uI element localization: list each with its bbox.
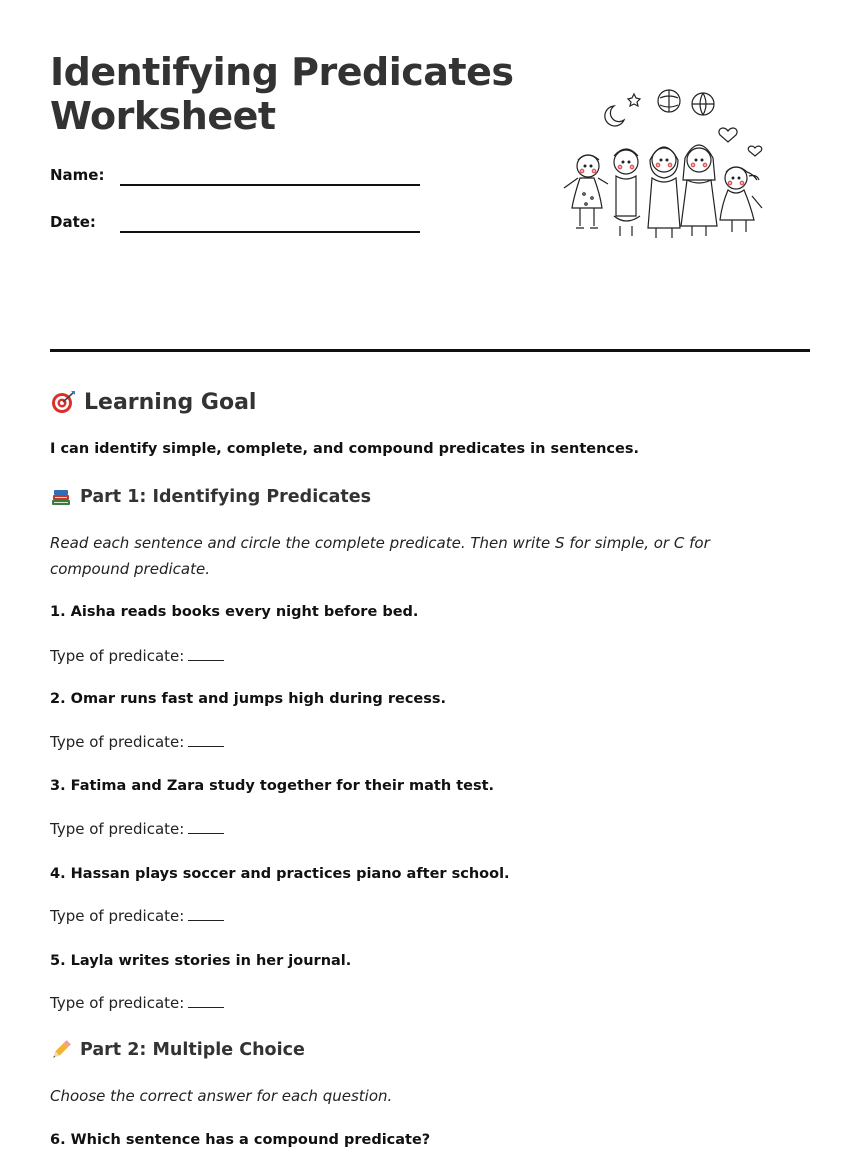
heart-icon: [719, 128, 737, 142]
learning-goal-title: Learning Goal: [84, 389, 257, 415]
question-6: 6. Which sentence has a compound predicate?: [50, 1132, 431, 1148]
name-line[interactable]: [120, 184, 420, 186]
answer-blank[interactable]: [188, 1006, 224, 1008]
question-3: 3. Fatima and Zara study together for their math test.: [50, 778, 495, 794]
star-icon: [628, 94, 640, 106]
part1-title: Part 1: Identifying Predicates: [80, 487, 372, 507]
header-divider: [50, 349, 810, 352]
date-line[interactable]: [120, 231, 420, 233]
part1-instructions: Read each sentence and circle the complete predicate. Then write S for simple, or C for compound predicate.: [50, 534, 710, 578]
heart-icon-2: [748, 146, 762, 156]
question-4: 4. Hassan plays soccer and practices piano after school.: [50, 866, 510, 882]
answer-line-3[interactable]: [50, 820, 224, 838]
question-2: 2. Omar runs fast and jumps high during recess.: [50, 691, 447, 707]
page-title: [50, 50, 530, 138]
date-field[interactable]: [50, 213, 430, 243]
date-label: Date:: [50, 213, 96, 231]
question-5: 5. Layla writes stories in her journal.: [50, 953, 352, 969]
type-label: Type of predicate:: [50, 647, 185, 665]
question-1: 1. Aisha reads books every night before bed.: [50, 604, 419, 620]
title-line-1: Identifying Predicates: [50, 50, 514, 94]
part2-instructions: Choose the correct answer for each question.: [50, 1087, 393, 1105]
answer-line-2[interactable]: [50, 733, 224, 751]
part2-title: Part 2: Multiple Choice: [80, 1040, 305, 1060]
type-label: Type of predicate:: [50, 733, 185, 751]
answer-blank[interactable]: [188, 745, 224, 747]
title-line-2: Worksheet: [50, 94, 276, 138]
moon-icon: [605, 106, 624, 126]
type-label: Type of predicate:: [50, 820, 185, 838]
answer-blank[interactable]: [188, 919, 224, 921]
answer-line-4[interactable]: [50, 907, 224, 925]
part2-heading: [50, 1039, 305, 1061]
part1-heading: [50, 486, 371, 508]
type-label: Type of predicate:: [50, 907, 185, 925]
learning-goal-heading: [50, 389, 256, 415]
name-label: Name:: [50, 166, 105, 184]
answer-blank[interactable]: [188, 659, 224, 661]
name-field[interactable]: [50, 166, 430, 196]
children-group-icon: [556, 86, 776, 256]
answer-line-1[interactable]: [50, 647, 224, 665]
answer-blank[interactable]: [188, 832, 224, 834]
children-illustration: [556, 86, 776, 256]
target-dart-icon: [50, 389, 76, 415]
type-label: Type of predicate:: [50, 994, 185, 1012]
pencil-icon: [50, 1039, 72, 1061]
answer-line-5[interactable]: [50, 994, 224, 1012]
books-icon: [50, 486, 72, 508]
learning-goal-statement: I can identify simple, complete, and compound predicates in sentences.: [50, 441, 639, 457]
